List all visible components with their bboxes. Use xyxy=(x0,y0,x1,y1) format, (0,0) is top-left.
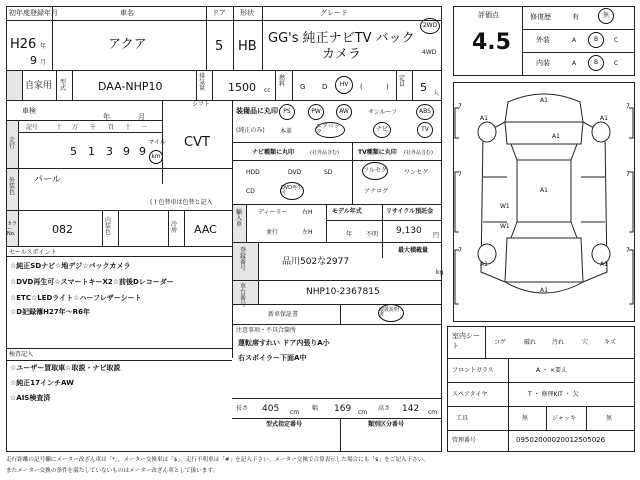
seat-scratch: キズ xyxy=(604,339,616,346)
seat-hole: 穴 xyxy=(582,339,589,346)
interior-color-label: 内装色 xyxy=(105,217,112,236)
length-label: 長さ xyxy=(236,405,249,412)
type-number-label: 型式指定番号 xyxy=(266,421,303,428)
diagram-mark-w1-lower: W1 xyxy=(500,223,510,230)
odo-digit-3: 3 xyxy=(106,145,113,158)
coolant: AAC xyxy=(194,223,217,236)
plate: 品川502な2977 xyxy=(282,257,350,267)
recycle-unit: 円 xyxy=(433,232,440,239)
equip-leather: 本革 xyxy=(280,128,293,135)
equipment-subtitle: (純正のみ) xyxy=(236,127,265,134)
category-number-label: 類別区分番号 xyxy=(368,421,405,428)
notes-label: 注意事項・不具合箇所 xyxy=(236,327,297,334)
bracket-label-2: 7 xyxy=(458,171,462,178)
control-number: 09502000020012505026 xyxy=(516,436,606,444)
nav-dvd: DVD xyxy=(288,169,302,176)
equip-airbag: エアバック xyxy=(316,123,340,136)
odo-digit-5: 9 xyxy=(139,145,146,158)
inspection-label: 車検 xyxy=(22,107,36,115)
fuel-option-g: G xyxy=(300,83,306,91)
tv-oneseg: ワンセグ xyxy=(404,169,429,176)
bracket-label-4: 7 xyxy=(626,103,630,110)
inspector-note-3: ☆AIS検査済 xyxy=(10,394,51,402)
tv-note: (社外品含む) xyxy=(404,150,433,156)
exterior-grade-c: C xyxy=(614,37,619,44)
bracket-label-5: 7 xyxy=(626,171,630,178)
digit-header-2: 万 xyxy=(72,124,79,131)
interior-grade-b: B xyxy=(593,59,599,66)
drive-2wd: 2WD xyxy=(422,22,438,29)
wheel-front-right xyxy=(592,122,610,142)
control-label: 管理番号 xyxy=(452,437,477,444)
diagram-mark-roof: A1 xyxy=(540,187,548,194)
fuel-option-open: ( xyxy=(360,83,363,91)
car-hood xyxy=(505,122,583,144)
grade-line1: GG's 純正ナビTV バック xyxy=(268,31,415,46)
equip-tv-circle xyxy=(417,122,433,138)
import-parallel: 並行 xyxy=(266,229,279,236)
score: 4.5 xyxy=(472,30,511,55)
equip-abs: ABS xyxy=(419,108,431,115)
jack-value: 無 xyxy=(606,415,613,422)
manual: 取扱説明書 xyxy=(379,307,400,318)
drive-2wd-circle xyxy=(420,18,440,34)
displacement-unit: cc xyxy=(264,87,271,94)
spare-label: スペアタイヤ xyxy=(452,391,488,398)
digit-header-1: 十 xyxy=(56,124,63,131)
first-reg-label: 初年度登録年月 xyxy=(9,9,58,17)
equip-abs-circle xyxy=(416,104,434,120)
interior-grade-a: A xyxy=(572,60,577,67)
inspection-year-unit: 年 xyxy=(103,113,110,121)
bracket-label-3: 7 xyxy=(458,247,462,254)
seat-tear: 破れ xyxy=(524,339,537,346)
equip-sunroof: サンルーフ xyxy=(368,109,398,116)
sales-point-1: ☆純正SDナビ☆地デジ☆バックカメラ xyxy=(10,262,131,270)
equip-navi: ナビ xyxy=(375,126,388,133)
bracket-label-6: 7 xyxy=(626,247,630,254)
tools-label: 工具 xyxy=(456,415,469,422)
shape: HB xyxy=(238,39,257,54)
tv-fullseg: フルセグ xyxy=(363,167,387,174)
diagram-mark-fl: A1 xyxy=(480,115,488,122)
repair-option-no: 無 xyxy=(602,12,609,19)
car-name-label: 車名 xyxy=(120,9,134,17)
windshield-label: フロントガラス xyxy=(452,367,494,374)
digit-header-4: 百 xyxy=(108,124,115,131)
grade-line2: カメラ xyxy=(322,47,362,62)
color-code-label: カラーNo. xyxy=(7,221,18,237)
exterior-grade-b-circle xyxy=(588,32,604,48)
first-reg-year-unit: 年 xyxy=(40,43,47,50)
tools-value: 無 xyxy=(522,415,529,422)
exterior-grade-b: B xyxy=(593,36,599,43)
nav-cd: CD xyxy=(246,188,255,195)
capacity-unit: 人 xyxy=(433,90,440,97)
chassis: NHP10-2367815 xyxy=(306,287,380,297)
fuel-option-hv: HV xyxy=(339,81,349,88)
diagram-mark-hood: A1 xyxy=(552,133,560,140)
color-code: 082 xyxy=(52,223,73,236)
wheel-front-left xyxy=(478,122,496,142)
import-left-hand: 左H xyxy=(302,229,313,236)
exterior-color: パール xyxy=(34,175,61,185)
diagram-mark-front: A1 xyxy=(540,97,548,104)
repair-no-circle xyxy=(598,8,614,24)
fuel-label: 燃料 xyxy=(279,75,286,88)
car-trunk xyxy=(505,238,583,282)
car-windshield xyxy=(511,144,577,160)
digit-header-6: 一 xyxy=(141,124,148,131)
km-label: km xyxy=(151,153,161,160)
equip-aw: AW xyxy=(339,108,349,115)
manual-circle xyxy=(378,304,404,322)
max-load-label: 最大積載量 xyxy=(398,247,429,254)
nav-note: (社外品含む) xyxy=(310,150,339,156)
seat-stain: 汚れ xyxy=(552,339,565,346)
length: 405 xyxy=(262,404,280,414)
shape-label: 形状 xyxy=(240,9,254,17)
diagram-mark-rr: A1 xyxy=(600,261,608,268)
bracket-label-1: 7 xyxy=(458,103,462,110)
inspection-month-unit: 月 xyxy=(138,113,145,121)
shift: CVT xyxy=(184,135,210,150)
first-reg-month-unit: 月 xyxy=(40,59,47,66)
digit-header-5: 十 xyxy=(125,124,132,131)
inspector-label: 検査記入 xyxy=(9,351,34,358)
coolant-label: 冷房 xyxy=(171,221,178,234)
recycle-label: リサイクル預託金 xyxy=(386,208,434,215)
model-year-unknown: 不明 xyxy=(366,231,379,238)
import-label: 輸入車 xyxy=(236,209,243,228)
car-name: アクア xyxy=(108,37,147,52)
width-unit: cm xyxy=(358,409,368,416)
first-reg-era: H26 xyxy=(10,37,37,52)
spare-value: T ・ 修理KIT ・ 欠 xyxy=(528,391,579,398)
chassis-label: 車台番号 xyxy=(240,283,247,308)
nav-title: ナビ種類に丸印 xyxy=(252,149,295,156)
repair-option-yes: 有 xyxy=(572,13,579,21)
equip-pw: PW xyxy=(311,108,321,115)
recycle-amount: 9,130 xyxy=(396,226,422,236)
model-year-year: 年 xyxy=(346,231,353,238)
door-label: ドア xyxy=(212,9,226,17)
nav-dvd-playback-circle xyxy=(280,182,304,200)
jack-label: ジャッキ xyxy=(552,415,576,422)
sales-point-2: ☆DVD再生可☆スマートキーX2☆前後Dレコーダー xyxy=(10,278,174,286)
height: 142 xyxy=(402,404,420,414)
seat-burn: コゲ xyxy=(494,339,507,346)
note-1: 運転席すれい ドア内張りA小 xyxy=(238,339,330,347)
exterior-note: ( ) 色替車は色替と記入 xyxy=(150,199,213,206)
equipment-title: 装備品に丸印 xyxy=(236,107,278,115)
equip-airbag-circle xyxy=(315,122,345,138)
drive-4wd: 4WD xyxy=(422,49,437,56)
windshield-value: A ・ ×要え xyxy=(536,367,567,374)
equip-navi-circle xyxy=(373,122,391,138)
doors: 5 xyxy=(215,39,224,54)
odo-digit-2: 1 xyxy=(88,145,95,158)
inspector-note-2: ☆純正17インチAW xyxy=(10,379,74,387)
exterior-grade-a: A xyxy=(572,37,577,44)
digit-header-0: 記号 xyxy=(26,124,39,131)
footer-line2: またメーター交換の条件を満たしていないものはメーター改ざん車として扱います。 xyxy=(6,468,219,474)
fuel-hv-circle xyxy=(335,76,353,94)
height-unit: cm xyxy=(428,409,438,416)
interior-grade-c: C xyxy=(614,60,619,67)
tv-fullseg-circle xyxy=(362,162,388,180)
interior-grade-b-circle xyxy=(588,55,604,71)
exterior-label: 外装色 xyxy=(9,177,16,196)
sales-point-3: ☆ETC☆LEDライト☆ハーフレザーシート xyxy=(10,294,142,302)
usage: 自家用 xyxy=(25,81,53,91)
width: 169 xyxy=(334,404,352,414)
repair-label: 修復歴 xyxy=(530,13,551,21)
mile-label: マイル xyxy=(148,139,166,146)
equip-pw-circle xyxy=(308,104,324,120)
sales-points-label: セールスポイント xyxy=(9,249,57,256)
sales-point-4: ☆D記録簿H27年〜R6年 xyxy=(10,308,90,316)
displacement: 1500 xyxy=(228,81,256,94)
model-year-label: モデル年式 xyxy=(332,208,362,215)
grade-label: グレード xyxy=(320,9,348,17)
diagram-mark-rl: A1 xyxy=(480,261,488,268)
height-label: 高さ xyxy=(378,405,391,412)
nav-sd: SD xyxy=(324,169,333,176)
odo-digit-1: 5 xyxy=(70,145,77,158)
displacement-label: 排気量 xyxy=(199,73,206,92)
tv-analog: アナログ xyxy=(364,188,389,195)
import-right-hand: 右H xyxy=(302,209,313,216)
car-rear-window xyxy=(511,222,577,238)
exterior-grade-label: 外装 xyxy=(536,36,550,44)
width-label: 幅 xyxy=(312,405,319,412)
capacity-label: 定員 xyxy=(399,75,406,88)
new-warranty: 新車保証書 xyxy=(268,311,299,318)
inspector-note-1: ☆ユーザー買取車☆取説・ナビ取説 xyxy=(10,364,121,372)
tv-title: TV種類に丸印 xyxy=(358,149,397,156)
import-dealer: ディーラー xyxy=(258,209,288,216)
equip-ps-circle xyxy=(279,104,295,120)
nav-hdd: HDD xyxy=(246,169,260,176)
first-reg-month: 9 xyxy=(30,54,37,67)
footer-line1: 走行距離の記号欄にメーター改ざん車は「*」、メーター交換車は「$」、走行不明車は「#」を記入下さい。メーター交換で合算表示した場合にも「$」をご記入下さい。 xyxy=(6,457,429,463)
km-circle xyxy=(149,150,163,164)
equip-ps: PS xyxy=(283,108,291,115)
plate-label: 登録番号 xyxy=(240,247,247,272)
equip-aw-circle xyxy=(336,104,352,120)
max-load-unit: kg xyxy=(436,269,444,276)
model-label: 型式 xyxy=(60,79,67,92)
diagram-mark-rear: A1 xyxy=(540,287,548,294)
note-2: 右スポイラー下面A中 xyxy=(238,354,307,362)
length-unit: cm xyxy=(290,409,300,416)
diagram-mark-fr: A1 xyxy=(600,115,608,122)
model: DAA-NHP10 xyxy=(98,80,163,93)
fuel-option-close: ) xyxy=(386,83,389,91)
nav-dvd-playback: DVD再生可 xyxy=(281,185,303,196)
odo-digit-4: 9 xyxy=(123,145,130,158)
shift-label: シフト xyxy=(192,101,211,108)
capacity: 5 xyxy=(420,81,427,94)
distance-label: 走行 xyxy=(9,137,16,150)
score-label: 評価点 xyxy=(478,11,499,19)
interior-grade-label: 内装 xyxy=(536,59,550,67)
diagram-mark-w1-left: W1 xyxy=(500,203,510,210)
digit-header-3: 千 xyxy=(90,124,97,131)
fuel-option-d: D xyxy=(322,83,328,91)
seat-label: 室内シート xyxy=(452,332,480,350)
equip-tv: TV xyxy=(421,126,429,133)
